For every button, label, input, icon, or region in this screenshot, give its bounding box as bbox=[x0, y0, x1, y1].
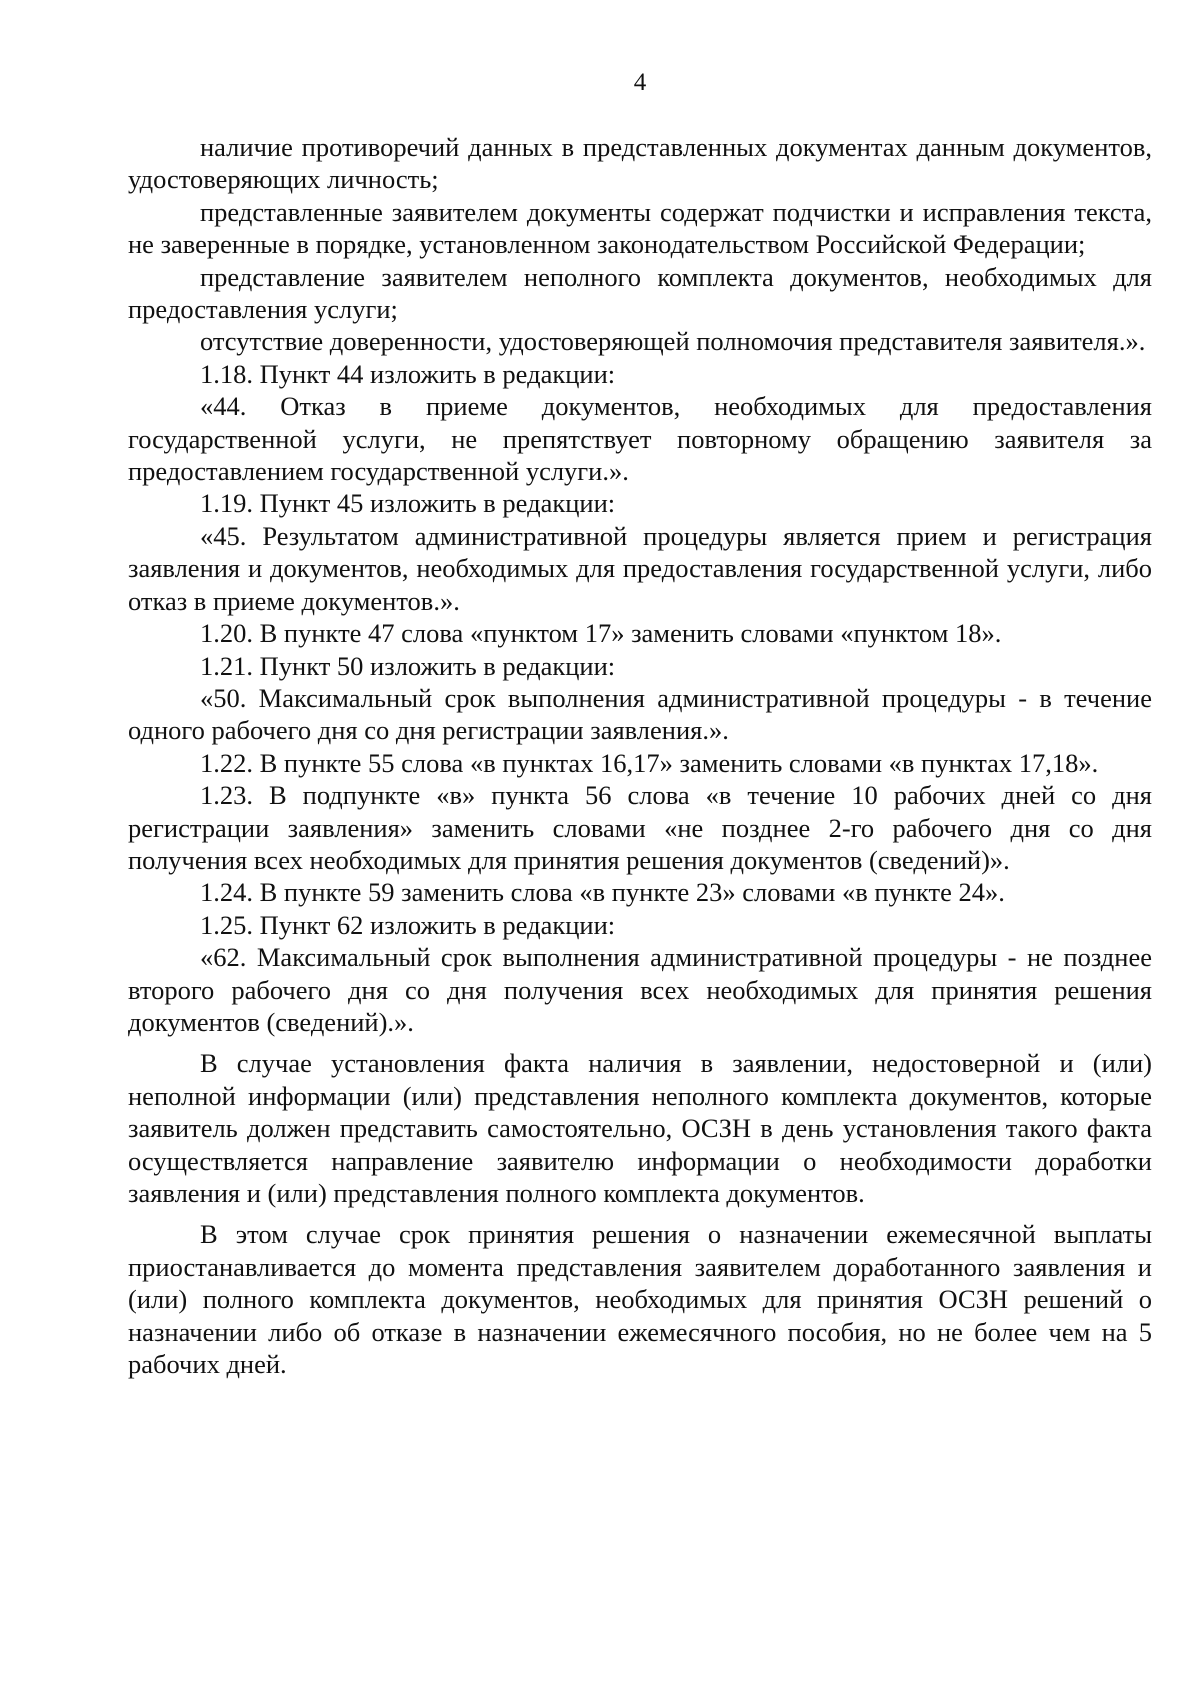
paragraph: В этом случае срок принятия решения о назначении ежемесячной выплаты приостанавливается до момента представления заявителем доработанного заявления и (или) полного комплекта документов, необходимых для принятия ОСЗН решений о назначении либо об отказе в назначении ежемесячного пособия, но не более чем на 5 рабочих дней. bbox=[128, 1219, 1152, 1380]
paragraph: «62. Максимальный срок выполнения административной процедуры - не позднее второго рабочего дня со дня получения всех необходимых для принятия решения документов (сведений).». bbox=[128, 942, 1152, 1037]
document-body bbox=[128, 131, 1152, 1380]
page-number: 4 bbox=[633, 69, 647, 96]
paragraph: 1.21. Пункт 50 изложить в редакции: bbox=[200, 650, 616, 681]
paragraph: 1.23. В подпункте «в» пункта 56 слова «в течение 10 рабочих дней со дня регистрации заявления» заменить словами «не позднее 2-го рабочего дня со дня получения всех необходимых для принятия решения документов (сведений)». bbox=[128, 780, 1152, 875]
paragraph: 1.18. Пункт 44 изложить в редакции: bbox=[200, 358, 616, 389]
paragraph: 1.25. Пункт 62 изложить в редакции: bbox=[200, 909, 616, 940]
paragraph: отсутствие доверенности, удостоверяющей полномочия представителя заявителя.». bbox=[200, 326, 1146, 357]
paragraph: В случае установления факта наличия в заявлении, недостоверной и (или) неполной информации (или) представления неполного комплекта документов, которые заявитель должен представить самостоятельно, ОСЗН в день установления такого факта осуществляется направление заявителю информации о необходимости доработки заявления и (или) представления полного комплекта документов. bbox=[128, 1048, 1152, 1208]
paragraph: наличие противоречий данных в представленных документах данным документов, удостоверяющих личность; bbox=[128, 132, 1152, 195]
paragraph: 1.20. В пункте 47 слова «пунктом 17» заменить словами «пунктом 18». bbox=[200, 618, 1002, 649]
paragraph: 1.22. В пункте 55 слова «в пунктах 16,17» заменить словами «в пунктах 17,18». bbox=[200, 747, 1099, 778]
paragraph: 1.24. В пункте 59 заменить слова «в пункте 23» словами «в пункте 24». bbox=[200, 877, 1005, 908]
paragraph: представленные заявителем документы содержат подчистки и исправления текста, не заверенные в порядке, установленном законодательством Российской Федерации; bbox=[128, 196, 1152, 260]
paragraph: представление заявителем неполного комплекта документов, необходимых для предоставления услуги; bbox=[128, 261, 1152, 325]
paragraph: «45. Результатом административной процедуры является прием и регистрация заявления и документов, необходимых для предоставления государственной услуги, либо отказ в приеме документов.». bbox=[128, 520, 1152, 616]
paragraph: «44. Отказ в приеме документов, необходимых для предоставления государственной услуги, не препятствует повторному обращению заявителя за предоставлением государственной услуги.». bbox=[128, 391, 1152, 487]
paragraph: 1.19. Пункт 45 изложить в редакции: bbox=[200, 488, 616, 519]
paragraph: «50. Максимальный срок выполнения административной процедуры - в течение одного рабочего дня со дня регистрации заявления.». bbox=[128, 682, 1152, 746]
